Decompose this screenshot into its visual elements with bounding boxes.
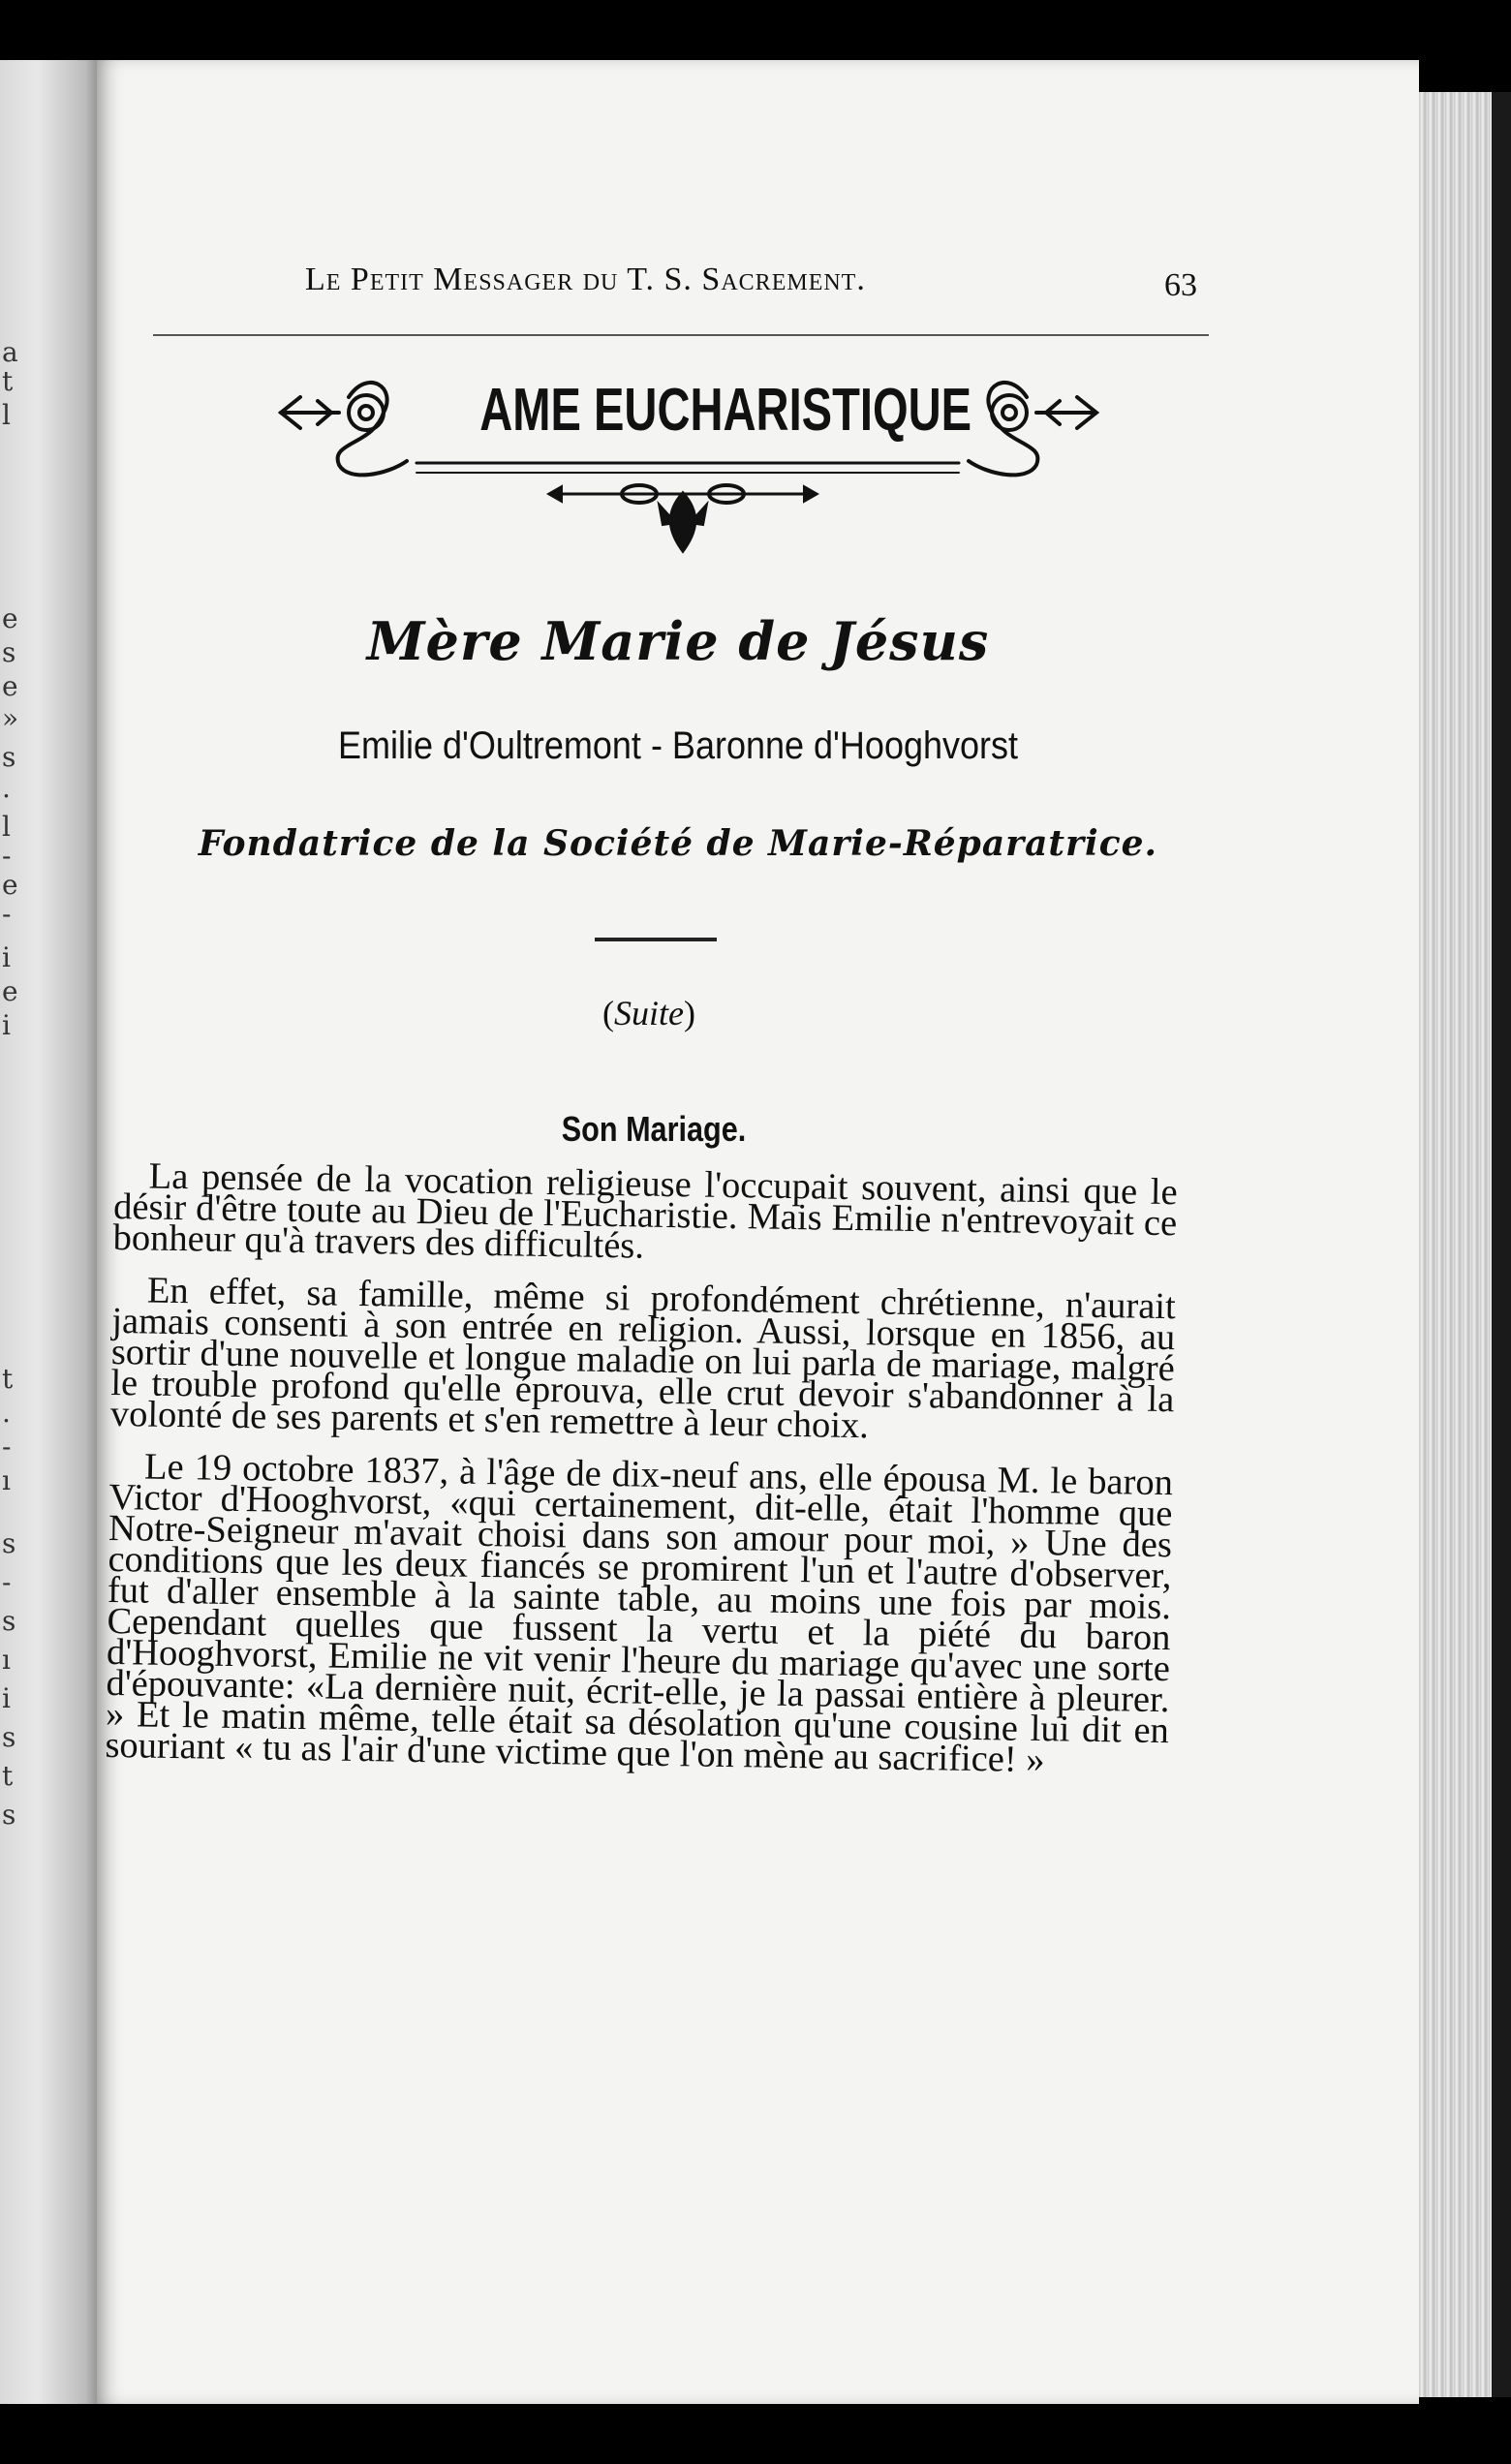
margin-fragment: s [2,1799,16,1831]
margin-fragment: i [2,941,11,973]
section-title: AME EUCHARISTIQUE [479,377,972,444]
margin-fragment: a [2,336,18,368]
margin-fragment: e [2,869,18,901]
margin-fragment: ı [2,1464,11,1496]
header-rule [153,334,1209,336]
divider-rule [595,938,717,941]
section-heading: Son Mariage. [561,1109,747,1149]
margin-fragment: s [2,1527,16,1559]
margin-fragment: t [2,1760,14,1792]
margin-fragment: » [2,702,19,734]
main-title: Mère Marie de Jésus [366,610,990,672]
paragraph: Le 19 octobre 1837, à l'âge de dix-neuf ans, elle épousa M. le baron Victor d'Hooghvorst, «qui certainement, dit-elle, était l'homme que Notre-Seigneur m'avait choisi dans son amour pour moi, » Une des conditions que les deux fiancés se promirent l'un et l'autre d'observer, fut d'aller ensemble à la sainte table, au moins une fois par mois. Cependant quelles que fussent la vertu et la piété du baron d'Hooghvorst, Emilie ne vit venir l'heure du mariage qu'avec une sorte d'épouvante: «La dernière nuit, écrit-elle, je la passai entière à pleurer. » Et le matin même, telle était sa désolation qu'une cousine lui dit en souriant « tu as l'air d'une victime que l'on mène au sacrifice! » [105,1446,1174,1781]
paragraph: En effet, sa famille, même si profondément chrétienne, n'aurait jamais consenti à son entrée en religion. Aussi, lorsque en 1856, au sortir d'une nouvelle et longue maladie on lui parla de mariage, malgré le trouble profond qu'elle éprouva, elle crut devoir s'abandonner à la volonté de ses parents et s'en remettre à leur choix. [109,1270,1177,1447]
margin-fragment: - [2,898,12,930]
margin-fragment: s [2,1605,16,1637]
margin-fragment: i [2,1682,11,1714]
scan-border [1492,92,1511,2397]
margin-fragment: - [2,840,12,872]
facing-page-text-fragments [0,271,21,1918]
margin-fragment: l [2,399,11,431]
continued-label-text: Suite [614,994,684,1032]
margin-fragment: . [2,1397,11,1429]
page-stack-edge [1419,92,1495,2397]
body-text [105,1155,1178,1799]
margin-fragment: t [2,1363,14,1395]
margin-fragment: e [2,602,18,634]
margin-fragment: l [2,811,11,843]
margin-fragment: i [2,1009,11,1041]
subtitle: Emilie d'Oultremont - Baronne d'Hooghvorst [337,724,1019,767]
margin-fragment: s [2,741,16,773]
margin-fragment: s [2,1721,16,1753]
page-number: 63 [1164,267,1197,303]
founder-line: Fondatrice de la Société de Marie-Réparatrice. [198,823,1158,864]
margin-fragment: s [2,636,16,668]
margin-fragment: t [2,365,14,397]
margin-fragment: ı [2,1644,11,1676]
margin-fragment: e [2,975,18,1007]
margin-fragment: - [2,1566,12,1598]
section-title-block [271,368,1104,562]
paragraph: La pensée de la vocation religieuse l'occupait souvent, ainsi que le désir d'être toute au Dieu de l'Eucharistie. Mais Emilie n'entrevoyait ce bonheur qu'à travers des difficultés. [112,1155,1178,1267]
margin-fragment: e [2,670,18,702]
margin-fragment: - [2,1431,12,1463]
running-header: Le Petit Messager du T. S. Sacrement. [305,262,866,297]
margin-fragment: . [2,772,11,804]
continued-label: (Suite) [602,994,695,1032]
